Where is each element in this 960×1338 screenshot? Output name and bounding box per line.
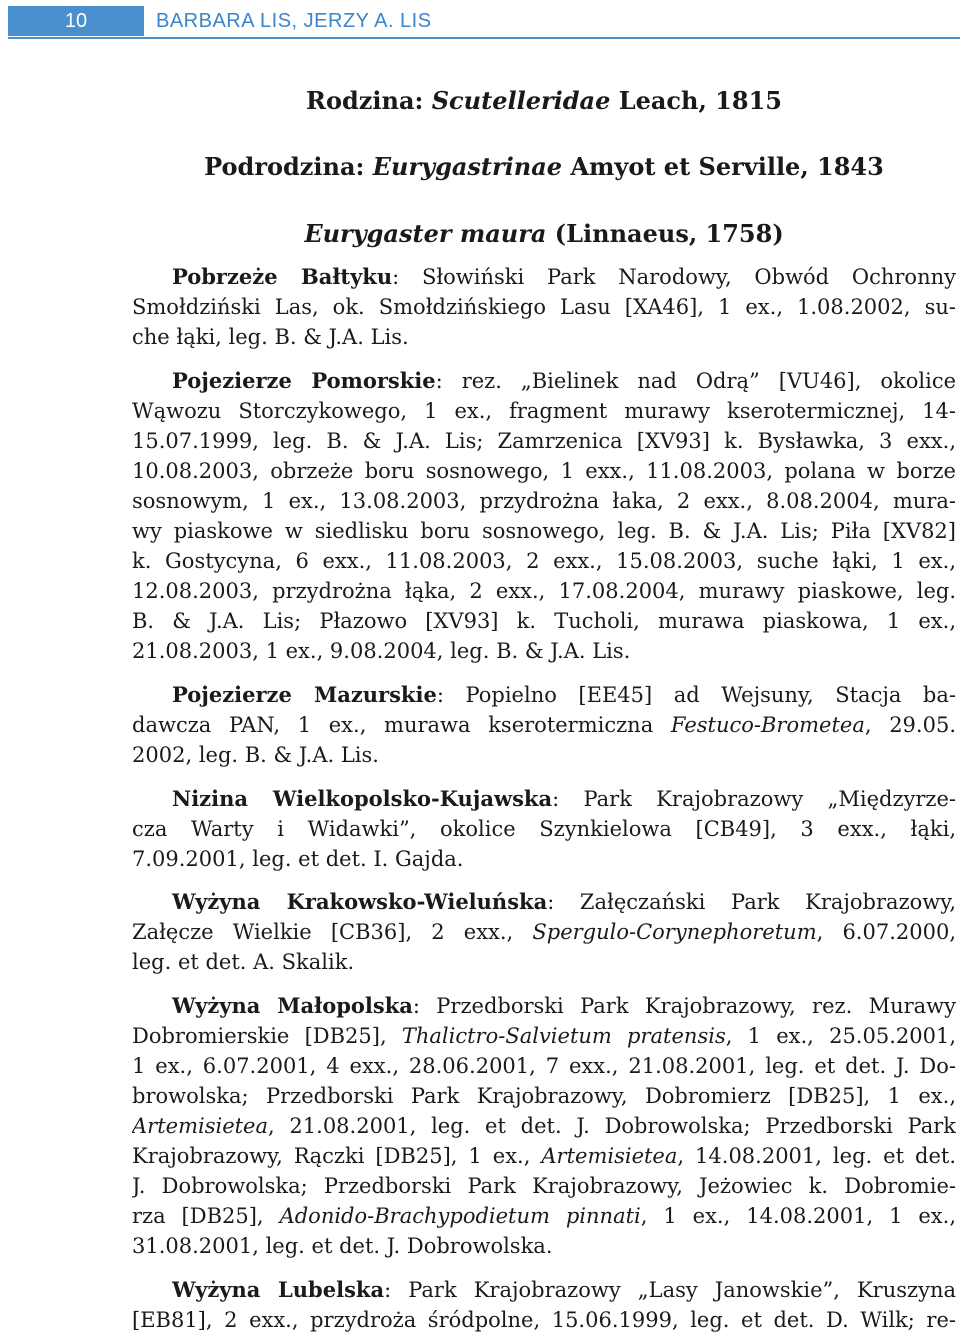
region-name: Pojezierze Mazurskie: [172, 682, 437, 707]
record-line: [132, 1141, 956, 1171]
record-line: [132, 710, 956, 740]
region-name: Wyżyna Krakowsko-Wieluńska: [172, 889, 548, 914]
record-paragraph: [132, 991, 956, 1261]
record-text: Krajobrazowy, Rączki [DB25], 1 ex.,: [132, 1144, 542, 1168]
record-text: , 29.05.: [864, 713, 956, 737]
record-line: [132, 844, 956, 874]
plant-association: Thalictro-Salvietum pratensis: [401, 1024, 726, 1048]
record-line: [132, 576, 956, 606]
record-line: [132, 917, 956, 947]
record-text: leg. et det. A. Skalik.: [132, 950, 355, 974]
record-line: [132, 1275, 956, 1305]
record-line: [132, 740, 956, 770]
record-text: B. & J.A. Lis; Płazowo [XV93] k. Tucholi, murawa piaskowa, 1 ex.,: [132, 609, 956, 633]
record-text: , 21.08.2001, leg. et det. J. Dobrowolska; Przedborski Park: [268, 1114, 956, 1138]
record-text: wy piaskowe w siedlisku boru sosnowego, leg. B. & J.A. Lis; Piła [XV82]: [132, 519, 956, 543]
plant-association: Spergulo-Corynephoretum: [532, 920, 817, 944]
record-text: : Przedborski Park Krajobrazowy, rez. Murawy: [412, 994, 956, 1018]
record-text: , 6.07.2000,: [816, 920, 956, 944]
record-text: , 14.08.2001, leg. et det.: [677, 1144, 956, 1168]
record-paragraph: [132, 887, 956, 977]
record-text: , 1 ex., 25.05.2001,: [725, 1024, 956, 1048]
record-paragraph: [132, 680, 956, 770]
running-header-authors: BARBARA LIS, JERZY A. LIS: [156, 10, 432, 32]
record-text: Załęcze Wielkie [CB36], 2 exx.,: [132, 920, 533, 944]
record-line: [132, 1231, 956, 1261]
record-line: [132, 1111, 956, 1141]
region-name: Nizina Wielkopolsko-Kujawska: [172, 786, 553, 811]
record-text: , 1 ex., 14.08.2001, 1 ex.,: [640, 1204, 956, 1228]
record-line: [132, 1021, 956, 1051]
record-line: [132, 814, 956, 844]
record-text: k. Gostycyna, 6 exx., 11.08.2003, 2 exx., 15.08.2003, suche łąki, 1 ex.,: [132, 549, 956, 573]
family-heading: Rodzina: Scutelleridae Leach, 1815: [306, 86, 782, 115]
record-text: : Słowiński Park Narodowy, Obwód Ochronny: [392, 265, 956, 289]
record-line: [132, 1305, 956, 1335]
record-text: browolska; Przedborski Park Krajobrazowy, Dobromierz [DB25], 1 ex.,: [132, 1084, 956, 1108]
page-header: [0, 0, 960, 44]
record-text: 1 ex., 6.07.2001, 4 exx., 28.06.2001, 7 exx., 21.08.2001, leg. et det. J. Do-: [132, 1054, 956, 1078]
record-line: [132, 396, 956, 426]
record-line: [132, 546, 956, 576]
region-name: Pobrzeże Bałtyku: [172, 264, 393, 289]
region-name: Wyżyna Lubelska: [172, 1277, 385, 1302]
record-line: [132, 486, 956, 516]
record-text: Wąwozu Storczykowego, 1 ex., fragment murawy kserotermicznej, 14-: [132, 399, 956, 423]
record-line: [132, 1051, 956, 1081]
header-rule: [8, 37, 960, 39]
record-text: 2002, leg. B. & J.A. Lis.: [132, 743, 379, 767]
record-line: [132, 516, 956, 546]
record-text: : Park Krajobrazowy „Lasy Janowskie”, Kruszyna: [384, 1278, 956, 1302]
record-line: [132, 947, 956, 977]
record-line: [132, 1201, 956, 1231]
page-number-badge: 10: [8, 6, 144, 36]
record-line: [132, 1171, 956, 1201]
species-heading: Eurygaster maura (Linnaeus, 1758): [304, 219, 784, 248]
record-text: 15.07.1999, leg. B. & J.A. Lis; Zamrzenica [XV93] k. Bysławka, 3 exx.,: [132, 429, 956, 453]
record-text: 31.08.2001, leg. et det. J. Dobrowolska.: [132, 1234, 553, 1258]
region-name: Wyżyna Małopolska: [172, 993, 413, 1018]
record-text: 21.08.2003, 1 ex., 9.08.2004, leg. B. & J.A. Lis.: [132, 639, 631, 663]
record-line: [132, 1081, 956, 1111]
record-text: : Popielno [EE45] ad Wejsuny, Stacja ba-: [436, 683, 956, 707]
region-name: Pojezierze Pomorskie: [172, 368, 436, 393]
plant-association: Artemisietea: [541, 1144, 678, 1168]
record-line: [132, 784, 956, 814]
record-text: sosnowym, 1 ex., 13.08.2003, przydrożna łaka, 2 exx., 8.08.2004, mura-: [132, 489, 956, 513]
plant-association: Adonido-Brachypodietum pinnati: [279, 1204, 641, 1228]
record-text: 7.09.2001, leg. et det. I. Gajda.: [132, 847, 464, 871]
plant-association: Festuco-Brometea: [670, 713, 865, 737]
record-text: J. Dobrowolska; Przedborski Park Krajobrazowy, Jeżowiec k. Dobromie-: [132, 1174, 956, 1198]
record-paragraph: [132, 1275, 956, 1335]
record-text: Smołdziński Las, ok. Smołdzińskiego Lasu [XA46], 1 ex., 1.08.2002, su-: [132, 295, 956, 319]
subfamily-heading: Podrodzina: Eurygastrinae Amyot et Serville, 1843: [204, 152, 884, 181]
record-text: cza Warty i Widawki”, okolice Szynkielowa [CB49], 3 exx., łąki,: [132, 817, 956, 841]
record-paragraph: [132, 784, 956, 874]
record-text: dawcza PAN, 1 ex., murawa kserotermiczna: [132, 713, 671, 737]
record-line: [132, 262, 956, 292]
record-text: [EB81], 2 exx., przydroża śródpolne, 15.06.1999, leg. et det. D. Wilk; re-: [132, 1308, 956, 1332]
record-text: : Park Krajobrazowy „Międzyrze-: [552, 787, 956, 811]
record-line: [132, 426, 956, 456]
record-text: : Załęczański Park Krajobrazowy,: [547, 890, 956, 914]
record-line: [132, 292, 956, 322]
record-text: rza [DB25],: [132, 1204, 280, 1228]
record-line: [132, 887, 956, 917]
record-text: che łąki, leg. B. & J.A. Lis.: [132, 325, 409, 349]
record-text: : rez. „Bielinek nad Odrą” [VU46], okolice: [435, 369, 956, 393]
record-paragraph: [132, 262, 956, 352]
record-text: 10.08.2003, obrzeże boru sosnowego, 1 exx., 11.08.2003, polana w borze: [132, 459, 956, 483]
record-line: [132, 606, 956, 636]
record-line: [132, 636, 956, 666]
record-line: [132, 456, 956, 486]
record-text: 12.08.2003, przydrożna łąka, 2 exx., 17.08.2004, murawy piaskowe, leg.: [132, 579, 956, 603]
record-text: Dobromierskie [DB25],: [132, 1024, 402, 1048]
record-line: [132, 991, 956, 1021]
record-paragraph: [132, 366, 956, 666]
record-line: [132, 366, 956, 396]
plant-association: Artemisietea: [132, 1114, 269, 1138]
record-line: [132, 322, 956, 352]
record-line: [132, 680, 956, 710]
